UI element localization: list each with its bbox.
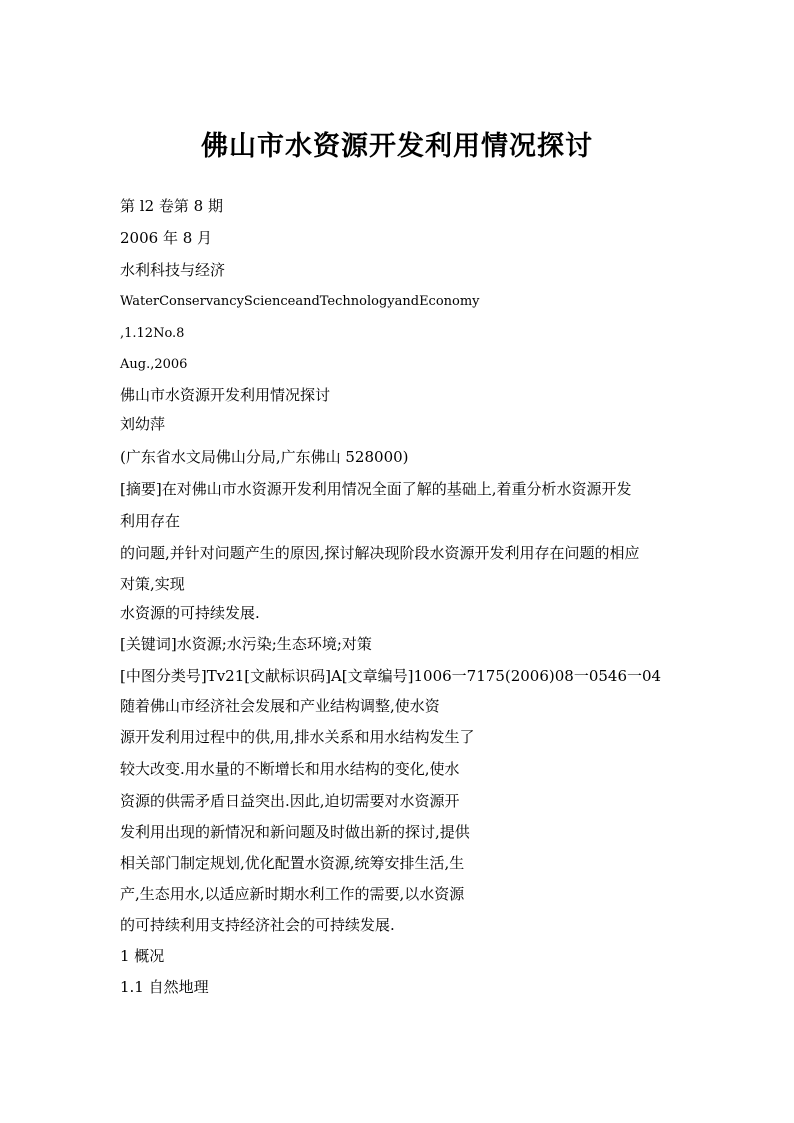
body-text-line: 相关部门制定规划,优化配置水资源,统筹安排生活,生 — [120, 854, 465, 872]
body-text-line: 的可持续利用支持经济社会的可持续发展. — [120, 916, 395, 934]
journal-volume-issue: 第 l2 卷第 8 期 — [120, 197, 223, 215]
article-title: 佛山市水资源开发利用情况探讨 — [120, 386, 331, 404]
abstract-line: 的问题,并针对问题产生的原因,探讨解决现阶段水资源开发利用存在问题的相应 — [120, 544, 640, 562]
journal-volume-en: ,1.12No.8 — [120, 326, 185, 341]
classification-line: [中图分类号]Tv21[文献标识码]A[文章编号]1006一7175(2006)08一0546一04 — [120, 667, 662, 685]
section-heading: 1 概况 — [120, 947, 165, 965]
journal-name-cn: 水利科技与经济 — [120, 261, 226, 279]
body-text-line: 产,生态用水,以适应新时期水利工作的需要,以水资源 — [120, 885, 465, 903]
document-title: 佛山市水资源开发利用情况探讨 — [201, 131, 593, 162]
subsection-heading: 1.1 自然地理 — [120, 978, 209, 996]
journal-date-en: Aug.,2006 — [120, 357, 188, 372]
article-author: 刘幼萍 — [120, 415, 166, 433]
abstract-line: 水资源的可持续发展. — [120, 604, 260, 622]
body-text-line: 较大改变.用水量的不断增长和用水结构的变化,使水 — [120, 760, 460, 778]
body-text-line: 随着佛山市经济社会发展和产业结构调整,使水资 — [120, 697, 440, 715]
article-affiliation: (广东省水文局佛山分局,广东佛山 528000) — [120, 448, 409, 466]
abstract-line: [摘要]在对佛山市水资源开发利用情况全面了解的基础上,着重分析水资源开发 — [120, 480, 632, 498]
journal-date: 2006 年 8 月 — [120, 229, 213, 247]
journal-name-en: WaterConservancyScienceandTechnologyandEconomy — [120, 294, 480, 309]
abstract-line: 利用存在 — [120, 512, 181, 530]
body-text-line: 发利用出现的新情况和新问题及时做出新的探讨,提供 — [120, 823, 470, 841]
body-text-line: 资源的供需矛盾日益突出.因此,迫切需要对水资源开 — [120, 792, 460, 810]
keywords-line: [关键词]水资源;水污染;生态环境;对策 — [120, 635, 372, 653]
abstract-line: 对策,实现 — [120, 575, 185, 593]
body-text-line: 源开发利用过程中的供,用,排水关系和用水结构发生了 — [120, 728, 475, 746]
